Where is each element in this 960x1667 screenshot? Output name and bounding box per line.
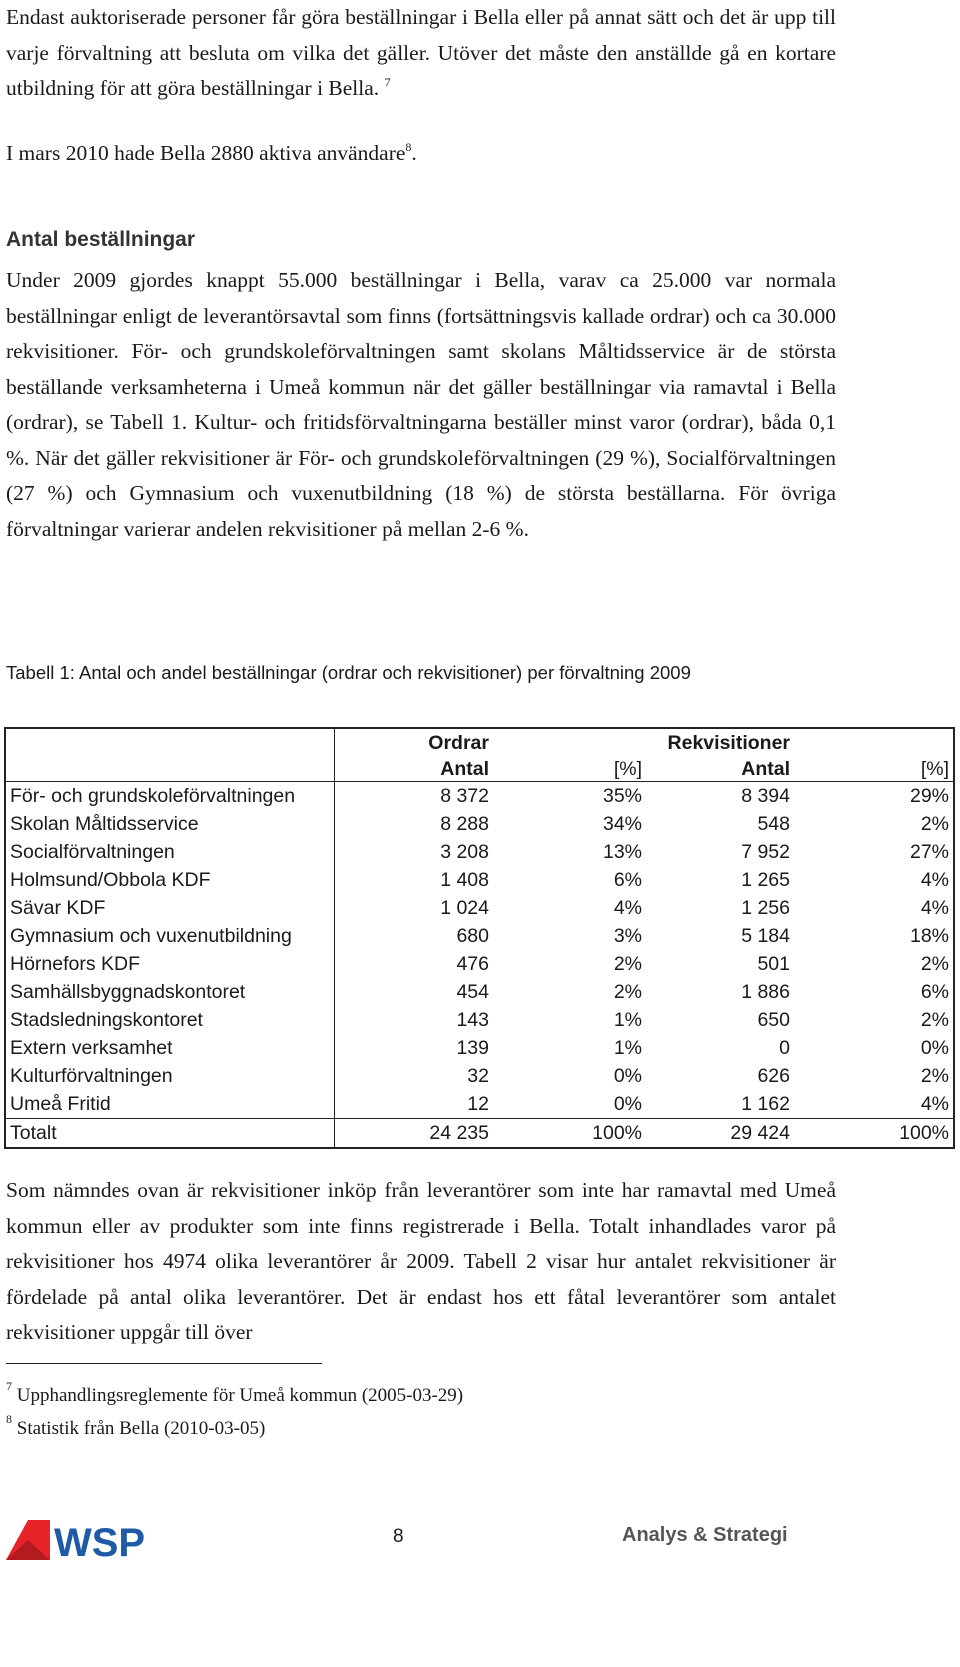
cell-name: Samhällsbyggnadskontoret xyxy=(5,978,335,1006)
cell-name: Kulturförvaltningen xyxy=(5,1062,335,1090)
cell-name: Totalt xyxy=(5,1119,335,1149)
cell-req: 29 424 xyxy=(646,1119,794,1149)
cell-req-pct: 6% xyxy=(794,978,954,1006)
cell-name: Stadsledningskontoret xyxy=(5,1006,335,1034)
cell-orders: 143 xyxy=(456,1008,489,1031)
header-cell-percent: [%] xyxy=(794,755,954,782)
cell-orders: 139 xyxy=(456,1036,489,1059)
cell-req-pct: 4% xyxy=(794,866,954,894)
paragraph-intro xyxy=(6,0,836,107)
cell-req-pct: 4% xyxy=(794,894,954,922)
cell-orders-pct: 34% xyxy=(602,812,642,835)
paragraph-orders xyxy=(6,263,836,547)
header-cell-percent: [%] xyxy=(493,755,646,782)
period: . xyxy=(411,141,417,165)
table-total-row xyxy=(5,1119,954,1149)
footnote-ref[interactable]: 7 xyxy=(384,75,391,89)
cell-orders-pct: 1% xyxy=(613,1008,642,1031)
paragraph-text: I mars 2010 hade Bella 2880 aktiva användare xyxy=(6,141,406,165)
table-row xyxy=(5,1090,954,1119)
cell-name: Umeå Fritid xyxy=(5,1090,335,1119)
section-heading: Antal beställningar xyxy=(6,228,196,251)
cell-orders: 476 xyxy=(456,952,489,975)
footnote-8 xyxy=(6,1412,266,1440)
cell-name: Sävar KDF xyxy=(5,894,335,922)
logo-text: WSP xyxy=(54,1521,146,1562)
header-cell xyxy=(794,728,954,755)
cell-orders-pct: 2% xyxy=(613,980,642,1003)
paragraph-text: Som nämndes ovan är rekvisitioner inköp från leverantörer som inte har ramavtal med Umeå kommun eller av produkter som inte finns registrerade i Bella. Totalt inhandlades varor på rekvisitioner hos 4974 olika leverantörer år 2009. Tabell 2 visar hur antalet rekvisitioner är fördelade på antal olika leverantörer. Det är endast hos ett fåtal leverantörer som antalet rekvisitioner uppgår till över xyxy=(6,1178,836,1344)
paragraph-requisitions xyxy=(6,1173,836,1351)
paragraph-text: Under 2009 gjordes knappt 55.000 beställningar i Bella, varav ca 25.000 var normala beställningar enligt de leverantörsavtal som finns (fortsättningsvis kallade ordrar) och ca 30.000 rekvisitioner. För- och grundskoleförvaltningen samt skolans Måltidsservice är de största beställande verksamheterna i Umeå kommun när det gäller beställningar via ramavtal i Bella (ordrar), se Tabell 1. Kultur- och fritidsförvaltningarna beställer minst varor (ordrar), båda 0,1 %. När det gäller rekvisitioner är För- och grundskoleförvaltningen (29 %), Socialförvaltningen (27 %) och Gymnasium och vuxenutbildning (18 %) de största beställarna. För övriga förvaltningar varierar andelen rekvisitioner på mellan 2-6 %. xyxy=(6,268,836,541)
table-row xyxy=(5,922,954,950)
cell-orders: 12 xyxy=(467,1092,489,1115)
cell-orders-pct: 6% xyxy=(613,868,642,891)
table-row xyxy=(5,894,954,922)
header-cell xyxy=(5,728,335,755)
cell-name: Gymnasium och vuxenutbildning xyxy=(5,922,335,950)
header-cell xyxy=(493,728,646,755)
cell-name: Extern verksamhet xyxy=(5,1034,335,1062)
cell-orders: 8 372 xyxy=(440,784,489,807)
cell-req: 650 xyxy=(757,1008,790,1031)
header-cell-antal: Antal xyxy=(335,755,494,782)
cell-req: 1 265 xyxy=(741,868,790,891)
table-row xyxy=(5,810,954,838)
cell-orders: 32 xyxy=(467,1064,489,1087)
table-row xyxy=(5,866,954,894)
cell-req: 626 xyxy=(757,1064,790,1087)
header-cell-ordrar: Ordrar xyxy=(335,728,494,755)
footer-brand-text: Analys & Strategi xyxy=(622,1524,788,1546)
cell-name: För- och grundskoleförvaltningen xyxy=(5,782,335,811)
cell-orders: 3 208 xyxy=(440,840,489,863)
footnote-text: Upphandlingsreglemente för Umeå kommun (2005-03-29) xyxy=(16,1385,464,1406)
table-row xyxy=(5,1034,954,1062)
paragraph-text: Endast auktoriserade personer får göra beställningar i Bella eller på annat sätt och det är upp till varje förvaltning att besluta om vilka det gäller. Utöver det måste den anställde gå en kortare utbildning för att göra beställningar i Bella. xyxy=(6,5,836,100)
table-header-row xyxy=(5,728,954,755)
table-row xyxy=(5,1006,954,1034)
paragraph-users xyxy=(6,136,836,172)
cell-req-pct: 2% xyxy=(794,810,954,838)
header-cell-rekvisitioner: Rekvisitioner xyxy=(646,728,794,755)
cell-orders-pct: 4% xyxy=(613,896,642,919)
cell-req-pct: 29% xyxy=(794,782,954,811)
cell-req: 501 xyxy=(757,952,790,975)
table-caption: Tabell 1: Antal och andel beställningar (ordrar och rekvisitioner) per förvaltning 2009 xyxy=(6,662,691,683)
cell-req-pct: 18% xyxy=(794,922,954,950)
cell-orders-pct: 35% xyxy=(602,784,642,807)
cell-name: Hörnefors KDF xyxy=(5,950,335,978)
cell-orders-pct: 1% xyxy=(613,1036,642,1059)
cell-orders-pct: 3% xyxy=(613,924,642,947)
footnote-divider xyxy=(6,1363,322,1364)
cell-req: 1 256 xyxy=(741,896,790,919)
table-row xyxy=(5,838,954,866)
cell-name: Holmsund/Obbola KDF xyxy=(5,866,335,894)
cell-req: 5 184 xyxy=(741,924,790,947)
cell-orders-pct: 2% xyxy=(613,952,642,975)
cell-orders: 24 235 xyxy=(335,1119,494,1149)
cell-orders: 680 xyxy=(456,924,489,947)
cell-req-pct: 100% xyxy=(794,1119,954,1149)
cell-req-pct: 2% xyxy=(794,1006,954,1034)
footnote-number: 7 xyxy=(6,1379,12,1393)
table-row xyxy=(5,950,954,978)
cell-req: 1 162 xyxy=(741,1092,790,1115)
page-number: 8 xyxy=(393,1526,404,1547)
cell-orders: 1 408 xyxy=(440,868,489,891)
wsp-logo xyxy=(4,1518,164,1562)
cell-req-pct: 2% xyxy=(794,1062,954,1090)
footnote-text: Statistik från Bella (2010-03-05) xyxy=(16,1418,266,1439)
footnote-ref[interactable]: 8 xyxy=(405,140,412,154)
cell-name: Skolan Måltidsservice xyxy=(5,810,335,838)
cell-req-pct: 27% xyxy=(794,838,954,866)
cell-req: 7 952 xyxy=(741,840,790,863)
table-row xyxy=(5,1062,954,1090)
footnote-7 xyxy=(6,1379,464,1407)
cell-orders-pct: 100% xyxy=(493,1119,646,1149)
cell-orders-pct: 13% xyxy=(602,840,642,863)
orders-table xyxy=(4,727,955,1149)
cell-req-pct: 0% xyxy=(794,1034,954,1062)
cell-orders-pct: 0% xyxy=(613,1064,642,1087)
cell-req: 548 xyxy=(757,812,790,835)
cell-req: 0 xyxy=(779,1036,790,1059)
footnote-number: 8 xyxy=(6,1412,12,1426)
table-subheader-row xyxy=(5,755,954,782)
cell-req-pct: 2% xyxy=(794,950,954,978)
table-row xyxy=(5,978,954,1006)
cell-req: 1 886 xyxy=(741,980,790,1003)
cell-req-pct: 4% xyxy=(794,1090,954,1119)
cell-orders-pct: 0% xyxy=(613,1092,642,1115)
header-cell-antal: Antal xyxy=(646,755,794,782)
cell-name: Socialförvaltningen xyxy=(5,838,335,866)
header-cell xyxy=(5,755,335,782)
cell-orders: 1 024 xyxy=(440,896,489,919)
cell-orders: 454 xyxy=(456,980,489,1003)
table-row xyxy=(5,782,954,811)
cell-orders: 8 288 xyxy=(440,812,489,835)
cell-req: 8 394 xyxy=(741,784,790,807)
